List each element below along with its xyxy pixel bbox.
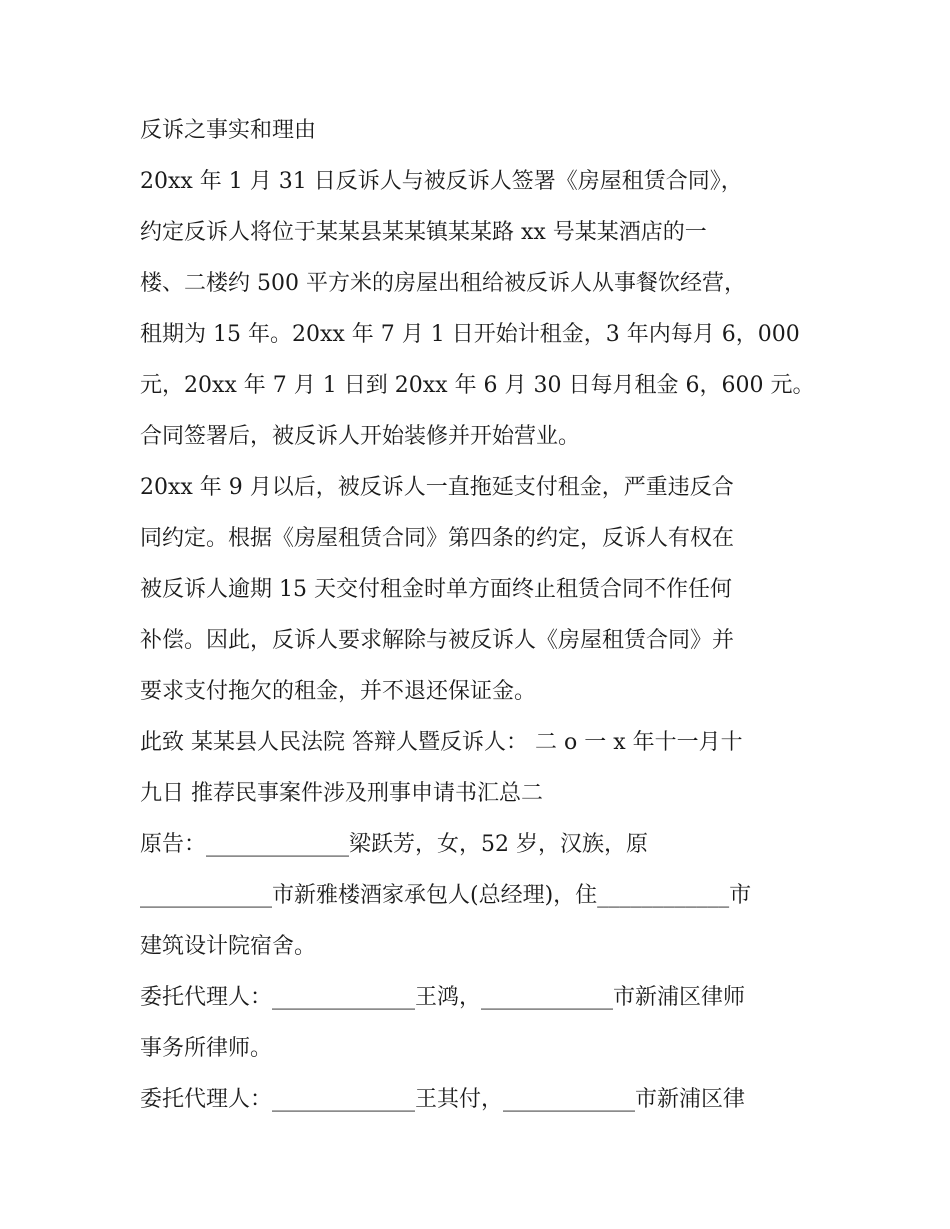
- section-heading: 反诉之事实和理由: [140, 118, 317, 143]
- agent-line: 委托代理人：_____________王其付，____________市新浦区律: [140, 1087, 746, 1112]
- body-line: 约定反诉人将位于某某县某某镇某某路 xx 号某某酒店的一: [140, 220, 707, 245]
- body-line: 元，20xx 年 7 月 1 日到 20xx 年 6 月 30 日每月租金 6，600 元。: [140, 373, 815, 398]
- body-line: 楼、二楼约 500 平方米的房屋出租给被反诉人从事餐饮经营，: [140, 271, 746, 296]
- body-line: 此致 某某县人民法院 答辩人暨反诉人： 二 o 一 x 年十一月十: [140, 730, 743, 755]
- plaintiff-line: 原告：_____________梁跃芳，女，52 岁，汉族，原: [140, 832, 648, 857]
- body-line: 补偿。因此，反诉人要求解除与被反诉人《房屋租赁合同》并: [140, 628, 735, 653]
- body-line: 九日 推荐民事案件涉及刑事申请书汇总二: [140, 781, 543, 806]
- document-body: [140, 105, 820, 1125]
- body-line: 20xx 年 9 月以后，被反诉人一直拖延支付租金，严重违反合: [140, 475, 734, 500]
- agent-line: 委托代理人：_____________王鸿，____________市新浦区律师: [140, 985, 746, 1010]
- body-line: 同约定。根据《房屋租赁合同》第四条的约定，反诉人有权在: [140, 526, 735, 551]
- body-line: 事务所律师。: [140, 1036, 273, 1061]
- body-line: 20xx 年 1 月 31 日反诉人与被反诉人签署《房屋租赁合同》，: [140, 169, 743, 194]
- body-line: 要求支付拖欠的租金，并不退还保证金。: [140, 679, 537, 704]
- body-line: 合同签署后，被反诉人开始装修并开始营业。: [140, 424, 581, 449]
- body-line: 建筑设计院宿舍。: [140, 934, 317, 959]
- body-line: 被反诉人逾期 15 天交付租金时单方面终止租赁合同不作任何: [140, 577, 732, 602]
- body-line: 租期为 15 年。20xx 年 7 月 1 日开始计租金，3 年内每月 6，000: [140, 322, 800, 347]
- body-line: ____________市新雅楼酒家承包人(总经理)，住____________市: [140, 883, 752, 908]
